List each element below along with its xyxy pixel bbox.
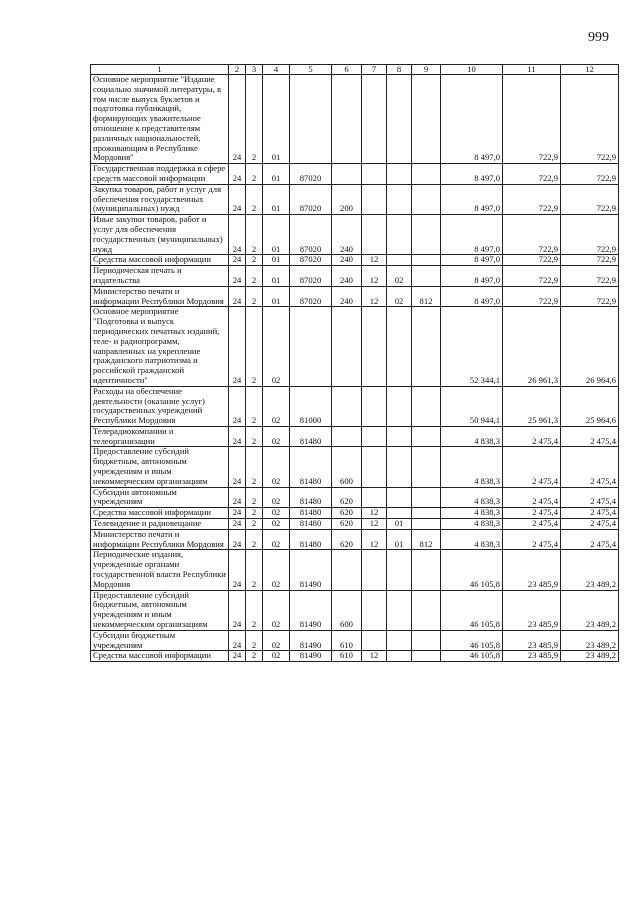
row-value-cell: 722,9	[561, 286, 619, 307]
row-name-cell: Министерство печати и информации Республики Мордовия	[91, 286, 229, 307]
table-row	[91, 386, 619, 426]
row-value-cell	[362, 550, 387, 590]
table-row	[91, 508, 619, 519]
row-value-cell: 24	[229, 184, 246, 214]
row-value-cell	[412, 426, 441, 447]
row-value-cell: 25 961,3	[503, 386, 561, 426]
row-value-cell: 2 475,4	[561, 426, 619, 447]
row-value-cell: 722,9	[503, 286, 561, 307]
row-value-cell: 8 497,0	[441, 215, 503, 255]
row-value-cell	[362, 590, 387, 630]
row-value-cell: 2	[246, 487, 263, 508]
row-value-cell: 722,9	[503, 184, 561, 214]
row-value-cell	[387, 75, 412, 164]
row-value-cell: 02	[263, 529, 290, 550]
row-name-cell: Закупка товаров, работ и услуг для обеспечения государственных (муниципальных) нужд	[91, 184, 229, 214]
column-header: 3	[246, 65, 263, 75]
row-name-cell: Предоставление субсидий бюджетным, автономным учреждениям и иным некоммерческим организациям	[91, 590, 229, 630]
row-value-cell: 722,9	[561, 266, 619, 287]
row-name-cell: Расходы на обеспечение деятельности (оказание услуг) государственных учреждений Республики Мордовия	[91, 386, 229, 426]
row-value-cell: 2 475,4	[561, 508, 619, 519]
table-row	[91, 590, 619, 630]
row-name-cell: Предоставление субсидий бюджетным, автономным учреждениям и иным некоммерческим организациям	[91, 447, 229, 487]
row-value-cell: 81480	[290, 529, 332, 550]
row-value-cell: 620	[332, 508, 362, 519]
row-value-cell: 23 489,2	[561, 590, 619, 630]
row-value-cell	[332, 75, 362, 164]
row-value-cell: 812	[412, 286, 441, 307]
row-value-cell: 722,9	[561, 75, 619, 164]
row-value-cell: 81480	[290, 508, 332, 519]
row-value-cell: 87020	[290, 164, 332, 185]
row-name-cell: Средства массовой информации	[91, 508, 229, 519]
row-value-cell	[387, 215, 412, 255]
row-value-cell: 4 838,3	[441, 426, 503, 447]
row-value-cell	[362, 184, 387, 214]
row-value-cell: 240	[332, 255, 362, 266]
row-value-cell: 02	[263, 386, 290, 426]
row-name-cell: Государственная поддержка в сфере средств массовой информации	[91, 164, 229, 185]
row-name-cell: Средства массовой информации	[91, 255, 229, 266]
row-value-cell	[412, 255, 441, 266]
row-value-cell: 8 497,0	[441, 184, 503, 214]
row-value-cell	[412, 386, 441, 426]
column-header: 11	[503, 65, 561, 75]
row-value-cell	[362, 447, 387, 487]
table-row	[91, 75, 619, 164]
row-value-cell: 81490	[290, 550, 332, 590]
row-value-cell: 23 485,9	[503, 630, 561, 651]
row-value-cell: 81480	[290, 519, 332, 530]
row-value-cell	[387, 255, 412, 266]
row-value-cell: 2 475,4	[561, 519, 619, 530]
row-value-cell: 46 105,8	[441, 550, 503, 590]
row-value-cell: 24	[229, 266, 246, 287]
row-value-cell: 2	[246, 529, 263, 550]
row-value-cell: 4 838,3	[441, 519, 503, 530]
row-value-cell: 01	[263, 184, 290, 214]
row-value-cell: 2	[246, 307, 263, 386]
row-value-cell	[412, 630, 441, 651]
row-name-cell: Основное мероприятие "Подготовка и выпуск периодических печатных изданий, теле- и радиопрограмм, направленных на укрепление гражданского патриотизма и российской гражданской идентичности"	[91, 307, 229, 386]
row-value-cell: 722,9	[561, 164, 619, 185]
row-value-cell: 12	[362, 508, 387, 519]
row-value-cell: 2	[246, 590, 263, 630]
row-value-cell: 81480	[290, 426, 332, 447]
row-value-cell: 8 497,0	[441, 164, 503, 185]
row-value-cell: 4 838,3	[441, 447, 503, 487]
row-value-cell: 2	[246, 630, 263, 651]
row-name-cell: Министерство печати и информации Республики Мордовия	[91, 529, 229, 550]
row-value-cell: 02	[263, 630, 290, 651]
row-value-cell	[362, 386, 387, 426]
row-value-cell	[412, 508, 441, 519]
row-value-cell: 02	[263, 519, 290, 530]
row-value-cell	[412, 550, 441, 590]
table-row	[91, 307, 619, 386]
table-row	[91, 426, 619, 447]
row-value-cell: 620	[332, 519, 362, 530]
row-value-cell: 722,9	[503, 164, 561, 185]
table-row	[91, 215, 619, 255]
column-header: 4	[263, 65, 290, 75]
row-value-cell: 87020	[290, 215, 332, 255]
table-row	[91, 550, 619, 590]
row-value-cell: 2	[246, 286, 263, 307]
row-value-cell: 2	[246, 215, 263, 255]
row-value-cell: 24	[229, 630, 246, 651]
row-value-cell: 2 475,4	[561, 447, 619, 487]
row-value-cell: 81490	[290, 630, 332, 651]
row-value-cell: 610	[332, 651, 362, 662]
row-name-cell: Средства массовой информации	[91, 651, 229, 662]
row-value-cell: 01	[387, 519, 412, 530]
row-value-cell	[387, 426, 412, 447]
row-value-cell: 2 475,4	[561, 529, 619, 550]
row-value-cell: 01	[263, 286, 290, 307]
row-value-cell: 01	[263, 215, 290, 255]
row-value-cell: 46 105,8	[441, 630, 503, 651]
row-value-cell: 12	[362, 255, 387, 266]
row-value-cell: 24	[229, 255, 246, 266]
row-name-cell: Субсидии бюджетным учреждениям	[91, 630, 229, 651]
row-value-cell	[362, 215, 387, 255]
row-value-cell: 87020	[290, 255, 332, 266]
row-value-cell	[332, 164, 362, 185]
page-number: 999	[588, 30, 609, 45]
row-value-cell: 23 485,9	[503, 550, 561, 590]
row-value-cell: 52 344,1	[441, 307, 503, 386]
row-value-cell: 722,9	[561, 255, 619, 266]
row-value-cell	[332, 550, 362, 590]
row-value-cell	[412, 651, 441, 662]
row-value-cell: 02	[263, 447, 290, 487]
row-value-cell: 722,9	[503, 75, 561, 164]
row-value-cell	[290, 307, 332, 386]
row-value-cell: 722,9	[503, 266, 561, 287]
row-value-cell: 23 485,9	[503, 590, 561, 630]
row-value-cell	[362, 630, 387, 651]
row-value-cell	[412, 307, 441, 386]
row-value-cell: 2	[246, 184, 263, 214]
row-value-cell: 2	[246, 386, 263, 426]
row-value-cell	[362, 487, 387, 508]
row-value-cell: 81000	[290, 386, 332, 426]
row-value-cell: 8 497,0	[441, 266, 503, 287]
row-value-cell	[387, 630, 412, 651]
row-value-cell: 2	[246, 75, 263, 164]
row-value-cell: 2	[246, 508, 263, 519]
row-value-cell: 25 964,6	[561, 386, 619, 426]
row-value-cell: 610	[332, 630, 362, 651]
row-value-cell	[362, 75, 387, 164]
row-name-cell: Субсидии автономным учреждениям	[91, 487, 229, 508]
row-value-cell: 23 485,9	[503, 651, 561, 662]
row-value-cell	[362, 307, 387, 386]
row-value-cell: 12	[362, 651, 387, 662]
row-name-cell: Основное мероприятие "Издание социально значимой литературы, в том числе выпуск буклетов и подготовка публикаций, формирующих уважительное отношение к представителям различных национальностей, проживающим в Республике Мордовия"	[91, 75, 229, 164]
row-value-cell: 200	[332, 184, 362, 214]
row-value-cell: 81490	[290, 651, 332, 662]
row-value-cell: 01	[263, 75, 290, 164]
row-value-cell: 620	[332, 529, 362, 550]
row-value-cell: 8 497,0	[441, 75, 503, 164]
column-header: 1	[91, 65, 229, 75]
row-value-cell: 02	[387, 286, 412, 307]
row-value-cell	[387, 184, 412, 214]
row-value-cell	[387, 447, 412, 487]
row-value-cell: 620	[332, 487, 362, 508]
row-value-cell: 24	[229, 447, 246, 487]
row-value-cell: 01	[263, 266, 290, 287]
row-value-cell: 01	[387, 529, 412, 550]
row-value-cell: 4 838,3	[441, 487, 503, 508]
row-value-cell: 2	[246, 651, 263, 662]
row-value-cell: 2	[246, 164, 263, 185]
row-value-cell	[387, 164, 412, 185]
row-value-cell: 722,9	[561, 184, 619, 214]
row-value-cell: 02	[263, 590, 290, 630]
row-name-cell: Телевидение и радиовещание	[91, 519, 229, 530]
row-value-cell	[412, 164, 441, 185]
table-row	[91, 447, 619, 487]
row-value-cell: 812	[412, 529, 441, 550]
row-value-cell: 02	[263, 651, 290, 662]
row-value-cell: 2 475,4	[503, 426, 561, 447]
row-value-cell: 87020	[290, 286, 332, 307]
row-value-cell	[332, 426, 362, 447]
row-value-cell: 8 497,0	[441, 286, 503, 307]
budget-table	[90, 64, 619, 662]
row-value-cell: 24	[229, 519, 246, 530]
row-value-cell	[387, 386, 412, 426]
row-value-cell: 26 964,6	[561, 307, 619, 386]
header-row	[91, 65, 619, 75]
column-header: 8	[387, 65, 412, 75]
row-value-cell: 02	[263, 487, 290, 508]
row-value-cell: 24	[229, 215, 246, 255]
row-name-cell: Периодическая печать и издательства	[91, 266, 229, 287]
row-value-cell: 12	[362, 529, 387, 550]
row-value-cell: 81480	[290, 487, 332, 508]
row-value-cell: 23 489,2	[561, 550, 619, 590]
row-value-cell: 24	[229, 550, 246, 590]
row-value-cell	[412, 447, 441, 487]
row-value-cell	[387, 508, 412, 519]
row-value-cell: 240	[332, 215, 362, 255]
row-value-cell	[412, 487, 441, 508]
table-row	[91, 651, 619, 662]
row-value-cell: 8 497,0	[441, 255, 503, 266]
row-value-cell: 722,9	[561, 215, 619, 255]
row-value-cell: 26 961,3	[503, 307, 561, 386]
row-value-cell: 02	[263, 426, 290, 447]
row-value-cell: 24	[229, 508, 246, 519]
column-header: 10	[441, 65, 503, 75]
row-value-cell: 2 475,4	[503, 508, 561, 519]
row-value-cell: 02	[263, 508, 290, 519]
row-value-cell	[387, 590, 412, 630]
row-value-cell: 24	[229, 75, 246, 164]
row-value-cell	[412, 215, 441, 255]
row-value-cell: 240	[332, 266, 362, 287]
row-value-cell	[412, 75, 441, 164]
table-row	[91, 184, 619, 214]
row-value-cell	[387, 550, 412, 590]
row-value-cell: 87020	[290, 266, 332, 287]
table-row	[91, 519, 619, 530]
row-value-cell: 46 105,8	[441, 590, 503, 630]
column-header: 2	[229, 65, 246, 75]
row-value-cell: 24	[229, 386, 246, 426]
row-value-cell: 12	[362, 519, 387, 530]
row-value-cell: 01	[263, 164, 290, 185]
row-value-cell	[412, 519, 441, 530]
row-value-cell	[362, 426, 387, 447]
row-value-cell	[387, 307, 412, 386]
row-value-cell: 4 838,3	[441, 508, 503, 519]
column-header: 6	[332, 65, 362, 75]
table-row	[91, 529, 619, 550]
row-value-cell: 2	[246, 550, 263, 590]
table-row	[91, 630, 619, 651]
row-value-cell: 600	[332, 447, 362, 487]
row-value-cell: 4 838,3	[441, 529, 503, 550]
row-value-cell: 2 475,4	[503, 447, 561, 487]
row-value-cell: 01	[263, 255, 290, 266]
table-row	[91, 164, 619, 185]
row-value-cell: 02	[263, 307, 290, 386]
row-value-cell	[332, 386, 362, 426]
row-value-cell: 02	[387, 266, 412, 287]
row-value-cell: 24	[229, 529, 246, 550]
row-value-cell: 2	[246, 266, 263, 287]
column-header: 7	[362, 65, 387, 75]
row-value-cell	[387, 487, 412, 508]
row-value-cell: 600	[332, 590, 362, 630]
row-value-cell: 2	[246, 426, 263, 447]
row-value-cell: 24	[229, 164, 246, 185]
row-value-cell: 23 489,2	[561, 630, 619, 651]
table-row	[91, 286, 619, 307]
row-value-cell: 24	[229, 307, 246, 386]
row-value-cell	[412, 590, 441, 630]
row-value-cell: 24	[229, 426, 246, 447]
row-value-cell: 24	[229, 487, 246, 508]
table-row	[91, 487, 619, 508]
row-name-cell: Периодические издания, учрежденные органами государственной власти Республики Мордовия	[91, 550, 229, 590]
row-value-cell	[412, 184, 441, 214]
row-value-cell: 87020	[290, 184, 332, 214]
row-value-cell	[412, 266, 441, 287]
row-value-cell: 24	[229, 590, 246, 630]
row-name-cell: Иные закупки товаров, работ и услуг для обеспечения государственных (муниципальных) нужд	[91, 215, 229, 255]
row-value-cell: 02	[263, 550, 290, 590]
row-value-cell: 12	[362, 266, 387, 287]
row-value-cell: 46 105,8	[441, 651, 503, 662]
column-header: 5	[290, 65, 332, 75]
table-row	[91, 255, 619, 266]
table-body	[91, 75, 619, 662]
row-value-cell: 2 475,4	[503, 529, 561, 550]
row-value-cell: 12	[362, 286, 387, 307]
row-value-cell: 81480	[290, 447, 332, 487]
row-value-cell: 2 475,4	[503, 519, 561, 530]
row-value-cell: 2	[246, 447, 263, 487]
row-value-cell	[362, 164, 387, 185]
row-value-cell: 50 944,1	[441, 386, 503, 426]
row-value-cell: 2	[246, 255, 263, 266]
column-header: 9	[412, 65, 441, 75]
row-value-cell: 81490	[290, 590, 332, 630]
row-name-cell: Телерадиокомпании и телеорганизации	[91, 426, 229, 447]
table-row	[91, 266, 619, 287]
row-value-cell	[387, 651, 412, 662]
row-value-cell: 24	[229, 651, 246, 662]
row-value-cell	[332, 307, 362, 386]
row-value-cell: 240	[332, 286, 362, 307]
row-value-cell: 722,9	[503, 215, 561, 255]
row-value-cell: 24	[229, 286, 246, 307]
column-header: 12	[561, 65, 619, 75]
row-value-cell: 2	[246, 519, 263, 530]
row-value-cell: 722,9	[503, 255, 561, 266]
row-value-cell	[290, 75, 332, 164]
row-value-cell: 2 475,4	[561, 487, 619, 508]
row-value-cell: 2 475,4	[503, 487, 561, 508]
row-value-cell: 23 489,2	[561, 651, 619, 662]
